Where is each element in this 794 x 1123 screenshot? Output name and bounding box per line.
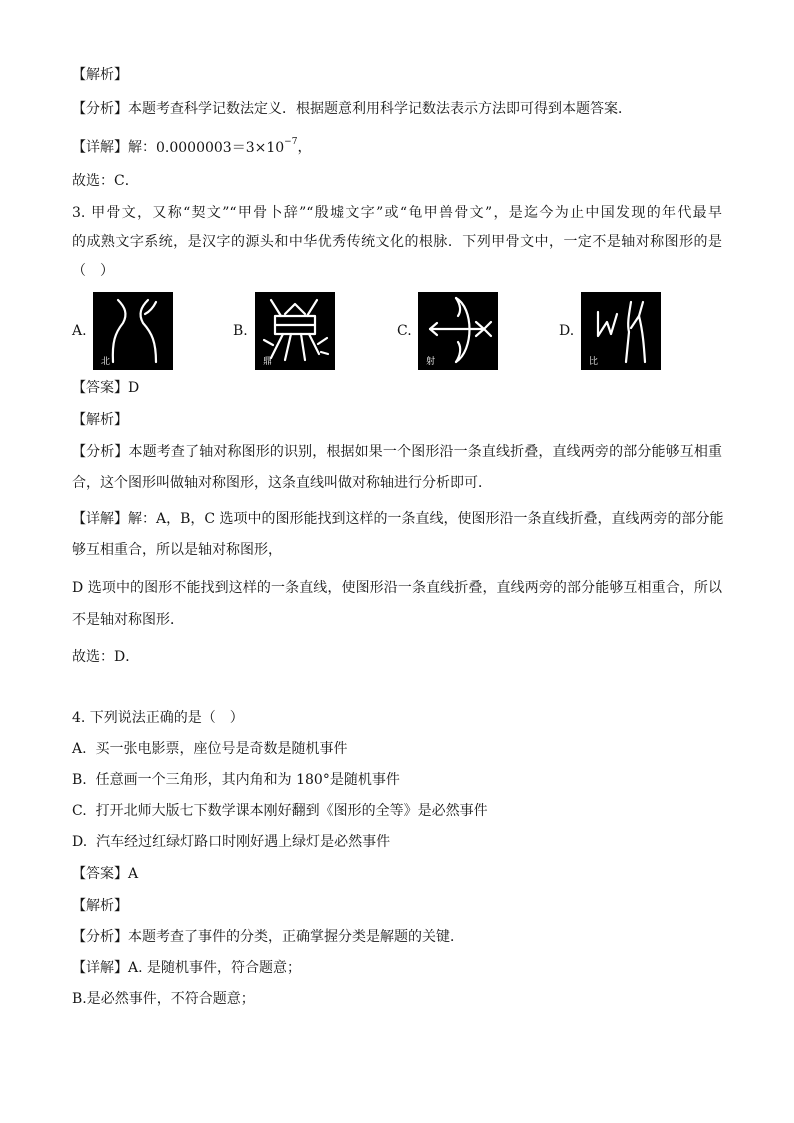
q3-option-b-figure	[255, 292, 335, 370]
q4-option-c-text: 打开北师大版七下数学课本刚好翻到《图形的全等》是必然事件	[95, 803, 488, 819]
q3-option-a-label: A.	[72, 323, 87, 339]
q3-xiangjie-line-1: 【详解】解：A，B，C 选项中的图形能找到这样的一条直线，使图形沿一条直线折叠，直线两旁的部分能	[72, 511, 724, 527]
q4-option-d-label: D.	[72, 834, 88, 850]
q2-final-answer: 故选：C．	[72, 173, 139, 189]
q3-option-c-caption: 射	[426, 357, 436, 367]
q4-xiangjie-line-1: 【详解】A. 是随机事件，符合题意；	[72, 960, 302, 976]
q3-stem-blank: （ ）	[72, 263, 114, 279]
q4-option-d-text: 汽车经过红绿灯路口时刚好遇上绿灯是必然事件	[96, 834, 391, 850]
q3-option-b-label: B.	[233, 323, 248, 339]
q4-option-c	[72, 801, 488, 821]
q4-xiangjie-line-2: B.是必然事件，不符合题意；	[72, 991, 255, 1007]
q3-analysis-heading: 【解析】	[72, 412, 128, 428]
q4-answer: 【答案】A	[72, 866, 139, 882]
q4-option-b-text: 任意画一个三角形，其内角和为 180°是随机事件	[95, 772, 400, 788]
q3-option-b-caption: 鼎	[263, 357, 273, 367]
q2-analysis-heading: 【解析】	[72, 67, 128, 83]
q4-option-b-label: B.	[72, 772, 87, 788]
q2-xiangjie	[72, 134, 311, 154]
q3-xiangjie-line-2: 够互相重合，所以是轴对称图形，	[72, 542, 282, 558]
q3-answer: 【答案】D	[72, 380, 140, 396]
q3-option-a-figure	[93, 292, 173, 370]
q3-option-d-caption: 比	[589, 357, 599, 367]
q3-option-c-figure	[418, 292, 498, 370]
q2-equation-exponent: −7	[284, 137, 298, 147]
q4-option-a-label: A.	[72, 741, 87, 757]
q4-option-b	[72, 770, 400, 790]
q4-fenxi: 【分析】本题考查了事件的分类，正确掌握分类是解题的关键．	[72, 929, 464, 945]
q4-option-a	[72, 739, 347, 759]
q3-option-d-label: D.	[559, 323, 575, 339]
q3-final-answer: 故选：D．	[72, 649, 140, 665]
q2-fenxi: 【分析】本题考查科学记数法定义．根据题意利用科学记数法表示方法即可得到本题答案．	[72, 101, 632, 117]
q4-option-a-text: 买一张电影票，座位号是奇数是随机事件	[95, 741, 348, 757]
q3-fenxi-line-2: 合，这个图形叫做轴对称图形，这条直线叫做对称轴进行分析即可．	[72, 475, 492, 491]
q3-option-c-label: C.	[397, 323, 412, 339]
q3-stem-line-1: 3. 甲骨文，又称“契文”“甲骨卜辞”“殷墟文字”或“龟甲兽骨文”，是迄今为止中国发现的年代最早	[72, 205, 722, 221]
q4-option-d	[72, 832, 390, 852]
q3-option-a-caption: 北	[101, 357, 111, 367]
q2-xiangjie-suffix: ，	[297, 139, 312, 156]
q3-fenxi-line-1: 【分析】本题考查了轴对称图形的识别，根据如果一个图形沿一条直线折叠，直线两旁的部分能够互相重	[72, 444, 722, 460]
q4-option-c-label: C.	[72, 803, 87, 819]
q4-analysis-heading: 【解析】	[72, 898, 128, 914]
q2-xiangjie-prefix: 【详解】解：	[72, 139, 156, 156]
q3-stem-line-2: 的成熟文字系统，是汉字的源头和中华优秀传统文化的根脉．下列甲骨文中，一定不是轴对称图形的是	[72, 234, 722, 250]
q2-equation	[156, 137, 298, 156]
q3-option-d-figure	[581, 292, 661, 370]
q4-stem: 4. 下列说法正确的是（ ）	[72, 710, 244, 726]
q3-xiangjie-line-3: D 选项中的图形不能找到这样的一条直线，使图形沿一条直线折叠，直线两旁的部分能够互相重合，所以	[72, 580, 722, 596]
q3-xiangjie-line-4: 不是轴对称图形．	[72, 612, 184, 628]
q2-equation-base: 0.0000003＝3×10	[156, 139, 285, 156]
